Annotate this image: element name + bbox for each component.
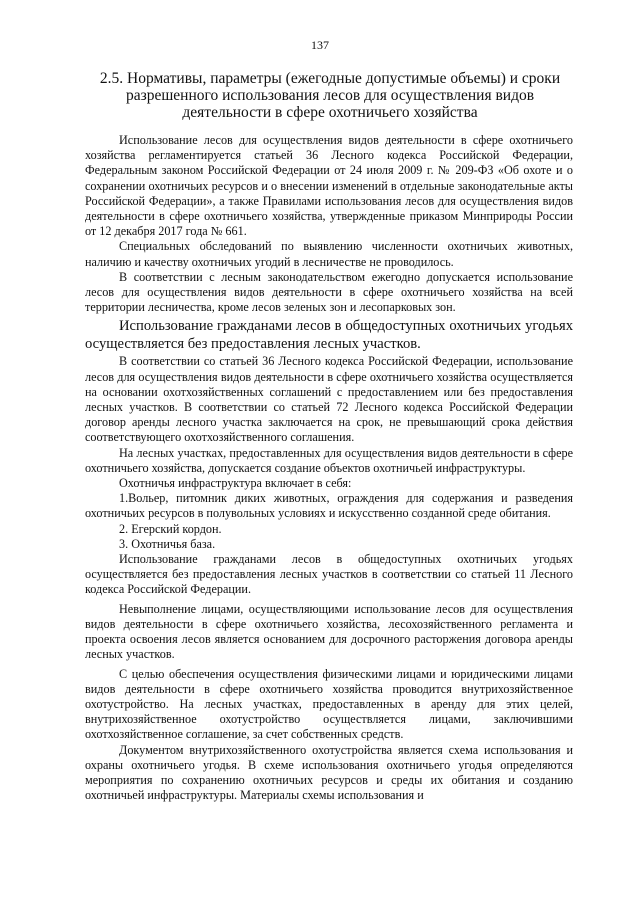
paragraph: Использование лесов для осуществления видов деятельности в сфере охотничьего хозяйства регламентируется статьей 36 Лесного кодекса Российской Федерации, Федеральным законом Российской Федерации от 24 июля 2009 г. № 209-ФЗ «Об охоте и о сохранении охотничьих ресурсов и о внесении изменений в отдельные законодательные акты Российской Федерации», а также Правилами использования лесов для осуществления видов деятельности в сфере охотничьего хозяйства, утвержденные приказом Минприроды России от 12 декабря 2017 года № 661.: [85, 133, 573, 239]
page-number: 137: [311, 38, 329, 52]
list-item: 3. Охотничья база.: [119, 536, 216, 551]
paragraph: Невыполнение лицами, осуществляющими использование лесов для осуществления видов деятельности в сфере охотничьего хозяйства, лесохозяйственного регламента и проекта освоения лесов является основанием для досрочного расторжения договора аренды лесных участков.: [85, 601, 573, 662]
paragraph: На лесных участках, предоставленных для осуществления видов деятельности в сфере охотничьего хозяйства, допускается создание объектов охотничьей инфраструктуры.: [85, 445, 573, 475]
paragraph: В соответствии со статьей 36 Лесного кодекса Российской Федерации, использование лесов для осуществления видов деятельности в сфере охотничьего хозяйства осуществляется на основании охотхозяйственных соглашений с предоставлением или без предоставления лесных участков. В соответствии со статьей 72 Лесного кодекса Российской Федерации договор аренды лесного участка заключается на срок, не превышающий срока действия соответствующего охотхозяйственного соглашения.: [85, 354, 573, 445]
document-body: [85, 133, 573, 803]
paragraph: Документом внутрихозяйственного охотустройства является схема использования и охраны охотничьего угодья. В схеме использования охотничьего угодья определяются мероприятия по сохранению охотничьих ресурсов и среды их обитания и созданию охотничьей инфраструктуры. Материалы схемы использования и: [85, 742, 573, 803]
paragraph: В соответствии с лесным законодательством ежегодно допускается использование лесов для осуществления видов деятельности в сфере охотничьего хозяйства на всей территории лесничества, кроме лесов зеленых зон и лесопарковых зон.: [85, 269, 573, 315]
paragraph: С целью обеспечения осуществления физическими лицами и юридическими лицами видов деятельности в сфере охотничьего хозяйства проводится внутрихозяйственное охотустройство. На лесных участках, предоставленных в аренду для этих целей, внутрихозяйственное охотустройство осуществляется лицами, заключившими охотхозяйственное соглашение, за счет собственных средств.: [85, 666, 573, 742]
list-item: 1.Вольер, питомник диких животных, ограждения для содержания и разведения охотничьих ресурсов в полувольных условиях и искусственно созданной среде обитания.: [85, 491, 573, 521]
emphasized-paragraph: Использование гражданами лесов в общедоступных охотничьих угодьях осуществляется без предоставления лесных участков.: [85, 318, 573, 352]
paragraph: Использование гражданами лесов в общедоступных охотничьих угодьях осуществляется без предоставления лесных участков в соответствии со статьей 11 Лесного кодекса Российской Федерации.: [85, 552, 573, 597]
paragraph: Специальных обследований по выявлению численности охотничьих животных, наличию и качеству охотничьих угодий в лесничестве не проводилось.: [85, 239, 573, 269]
paragraph: Охотничья инфраструктура включает в себя:: [119, 476, 352, 491]
list-item: 2. Егерский кордон.: [119, 521, 222, 536]
section-heading: 2.5. Нормативы, параметры (ежегодные допустимые объемы) и сроки разрешенного использования лесов для осуществления видов деятельности в сфере охотничьего хозяйства: [99, 70, 561, 121]
